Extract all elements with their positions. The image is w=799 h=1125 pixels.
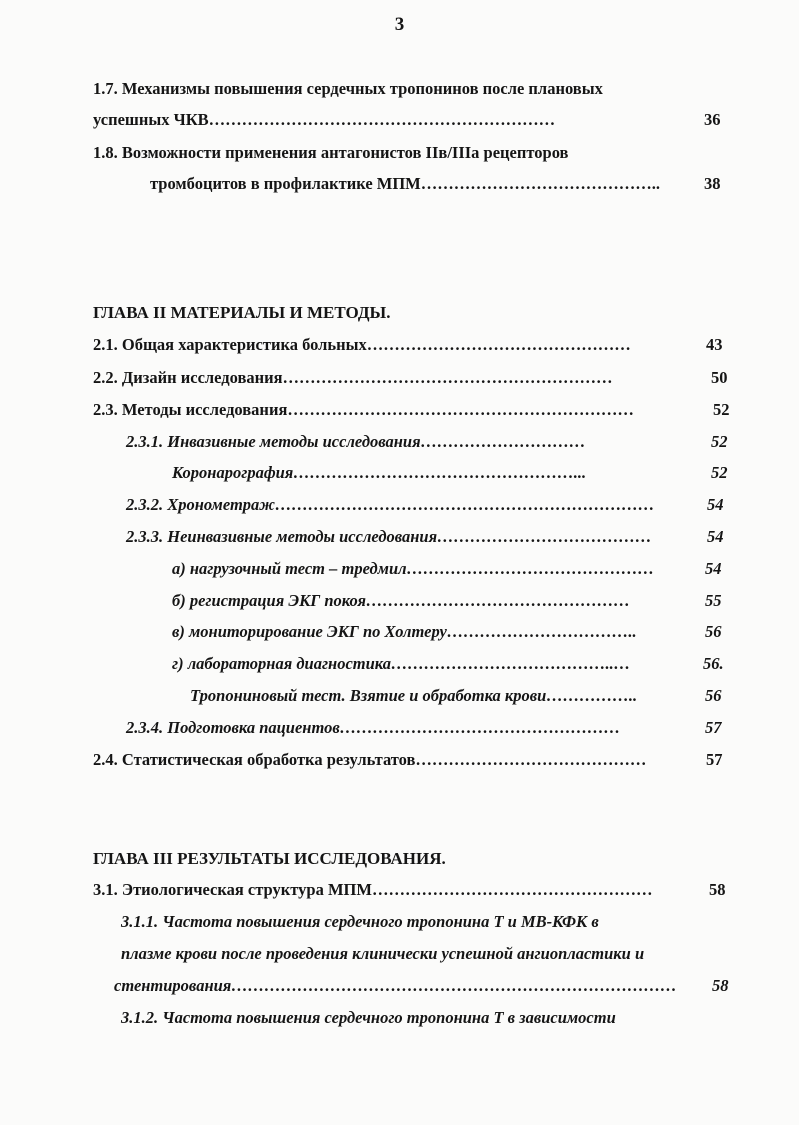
toc-1-7-line2: успешных ЧКВ……………………………………………………… [93, 110, 556, 129]
toc-2-2: 2.2. Дизайн исследования…………………………………………………… [93, 368, 613, 387]
toc-2-3-4: 2.3.4. Подготовка пациентов…………………………………………… [126, 718, 621, 737]
toc-ecg-rest-page: 55 [705, 591, 722, 610]
toc-lab-page: 56. [703, 654, 724, 673]
toc-coronarography: Коронарография……………………………………………... [172, 463, 587, 482]
toc-1-8-line2: тромбоцитов в профилактике МПМ…………………………………….. [150, 174, 661, 193]
toc-3-1-2-line1: 3.1.2. Частота повышения сердечного тропонина Т в зависимости [121, 1008, 616, 1027]
toc-3-1-1-page: 58 [712, 976, 729, 995]
toc-2-4: 2.4. Статистическая обработка результатов…………………………………… [93, 750, 647, 769]
toc-3-1: 3.1. Этиологическая структура МПМ…………………………………………… [93, 880, 653, 899]
toc-coronarography-page: 52 [711, 463, 728, 482]
toc-3-1-1-line2: плазме крови после проведения клинически успешной ангиопластики и [121, 944, 645, 963]
toc-3-1-page: 58 [709, 880, 726, 899]
chapter-3-title: ГЛАВА III РЕЗУЛЬТАТЫ ИССЛЕДОВАНИЯ. [93, 849, 446, 868]
toc-ecg-rest: б) регистрация ЭКГ покоя………………………………………… [172, 591, 631, 610]
toc-3-1-1-line3: стентирования……………………………………………………………………… [114, 976, 677, 995]
toc-treadmill-page: 54 [705, 559, 722, 578]
toc-2-1-page: 43 [706, 335, 723, 354]
toc-2-3-2: 2.3.2. Хронометраж…………………………………………………………… [126, 495, 655, 514]
toc-1-7-page: 36 [704, 110, 721, 129]
toc-2-3-3: 2.3.3. Неинвазивные методы исследования………………………………… [126, 527, 652, 546]
toc-2-1: 2.1. Общая характеристика больных………………………………………… [93, 335, 631, 354]
toc-2-3-page: 52 [713, 400, 730, 419]
page-number: 3 [394, 14, 405, 35]
toc-2-3-4-page: 57 [705, 718, 722, 737]
toc-2-2-page: 50 [711, 368, 728, 387]
toc-holter-page: 56 [705, 622, 722, 641]
toc-troponin-page: 56 [705, 686, 722, 705]
toc-treadmill: а) нагрузочный тест – тредмил……………………………………… [172, 559, 655, 578]
toc-2-3: 2.3. Методы исследования……………………………………………………… [93, 400, 634, 419]
toc-1-8-page: 38 [704, 174, 721, 193]
toc-2-3-1: 2.3.1. Инвазивные методы исследования………………………… [126, 432, 586, 451]
toc-holter: в) мониторирование ЭКГ по Холтеру…………………………….. [172, 622, 637, 641]
chapter-2-title: ГЛАВА II МАТЕРИАЛЫ И МЕТОДЫ. [93, 303, 391, 322]
toc-2-3-1-page: 52 [711, 432, 728, 451]
toc-3-1-1-line1: 3.1.1. Частота повышения сердечного тропонина Т и МВ-КФК в [121, 912, 599, 931]
toc-lab: г) лабораторная диагностика…………………………………..… [172, 654, 631, 673]
toc-troponin: Тропониновый тест. Взятие и обработка крови…………….. [190, 686, 638, 705]
toc-2-4-page: 57 [706, 750, 723, 769]
toc-2-3-2-page: 54 [707, 495, 724, 514]
toc-2-3-3-page: 54 [707, 527, 724, 546]
toc-1-7-line1: 1.7. Механизмы повышения сердечных тропонинов после плановых [93, 79, 603, 98]
toc-1-8-line1: 1.8. Возможности применения антагонистов IIв/IIIa рецепторов [93, 143, 569, 162]
